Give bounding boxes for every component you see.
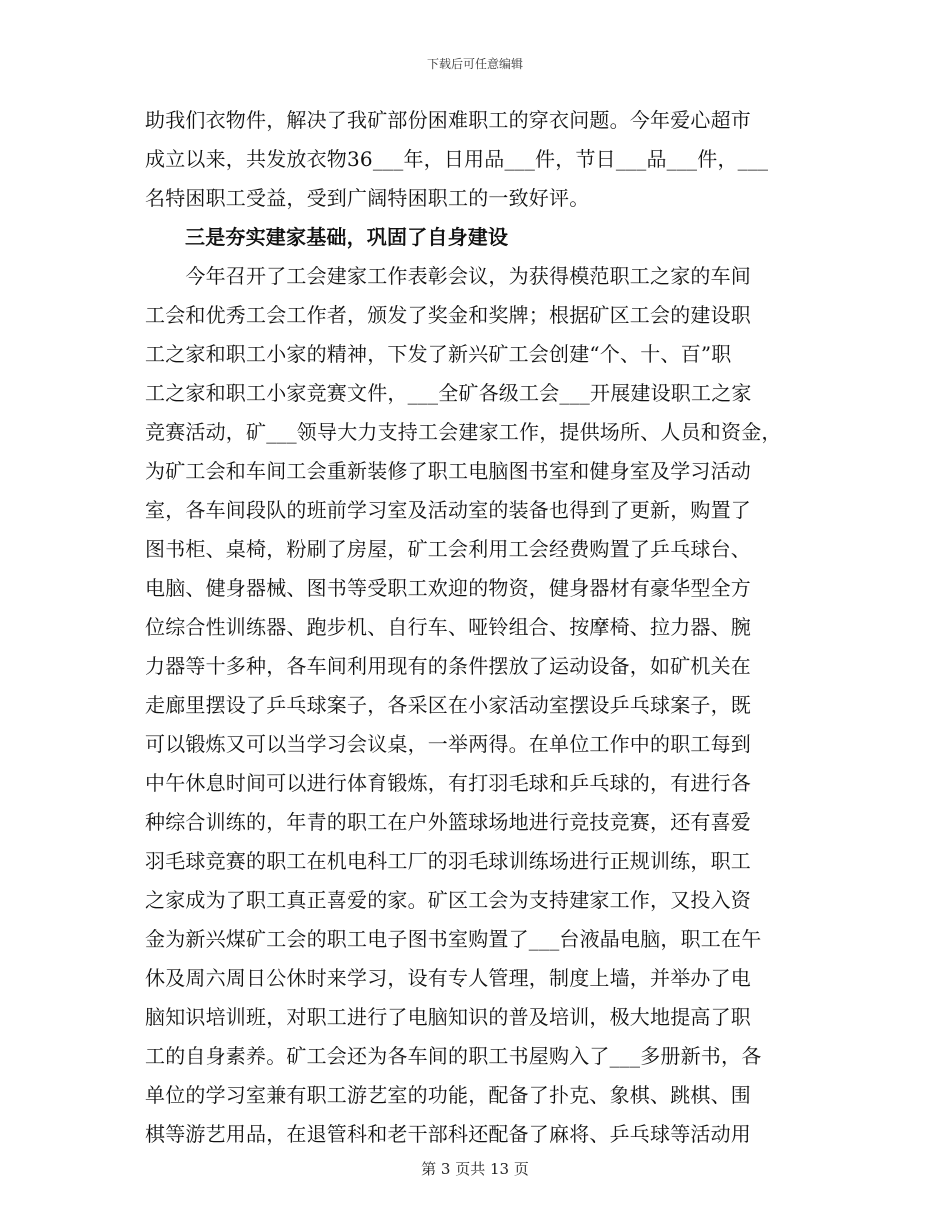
- section-heading: 三是夯实建家基础，巩固了自身建设: [185, 225, 509, 249]
- text-line: 竞赛活动，矿___领导大力支持工会建家工作，提供场所、人员和资金，: [145, 420, 782, 444]
- text-line: 可以锻炼又可以当学习会议桌，一举两得。在单位工作中的职工每到: [145, 732, 751, 756]
- text-line: 名特困职工受益，受到广阔特困职工的一致好评。: [145, 186, 590, 210]
- text-line: 休及周六周日公休时来学习，设有专人管理，制度上墙，并举办了电: [145, 966, 751, 990]
- text-line: 图书柜、桌椅，粉刷了房屋，矿工会利用工会经费购置了乒乓球台、: [145, 537, 751, 561]
- text-line: 室，各车间段队的班前学习室及活动室的装备也得到了更新，购置了: [145, 498, 751, 522]
- text-line: 今年召开了工会建家工作表彰会议，为获得模范职工之家的车间: [145, 264, 751, 288]
- text-line: 助我们衣物件，解决了我矿部份困难职工的穿衣问题。今年爱心超市: [145, 108, 751, 132]
- text-line: 棋等游艺用品，在退管科和老干部科还配备了麻将、乒乓球等活动用: [145, 1122, 751, 1146]
- text-line: 脑知识培训班，对职工进行了电脑知识的普及培训，极大地提高了职: [145, 1005, 751, 1029]
- page-number: 第 3 页共 13 页: [421, 1160, 529, 1178]
- text-line: 工会和优秀工会工作者，颁发了奖金和奖牌；根据矿区工会的建设职: [145, 303, 751, 327]
- text-line: 种综合训练的，年青的职工在户外篮球场地进行竞技竞赛，还有喜爱: [145, 810, 751, 834]
- text-line: 单位的学习室兼有职工游艺室的功能，配备了扑克、象棋、跳棋、围: [145, 1083, 751, 1107]
- text-line: 之家成为了职工真正喜爱的家。矿区工会为支持建家工作，又投入资: [145, 888, 751, 912]
- text-line: 工之家和职工小家的精神，下发了新兴矿工会创建“个、十、百”职: [145, 342, 732, 366]
- text-line: 位综合性训练器、跑步机、自行车、哑铃组合、按摩椅、拉力器、腕: [145, 615, 751, 639]
- text-line: 走廊里摆设了乒乓球案子，各采区在小家活动室摆设乒乓球案子，既: [145, 693, 751, 717]
- text-line: 工的自身素养。矿工会还为各车间的职工书屋购入了___多册新书，各: [145, 1044, 762, 1068]
- text-line: 工之家和职工小家竞赛文件，___全矿各级工会___开展建设职工之家: [145, 381, 752, 405]
- text-line: 中午休息时间可以进行体育锻炼，有打羽毛球和乒乓球的，有进行各: [145, 771, 751, 795]
- text-line: 力器等十多种，各车间利用现有的条件摆放了运动设备，如矿机关在: [145, 654, 751, 678]
- page-header: 下载后可任意编辑: [426, 57, 523, 71]
- text-line: 羽毛球竞赛的职工在机电科工厂的羽毛球训练场进行正规训练，职工: [145, 849, 751, 873]
- text-line: 电脑、健身器械、图书等受职工欢迎的物资，健身器材有豪华型全方: [145, 576, 751, 600]
- text-line: 成立以来，共发放衣物36___年，日用品___件，节日___品___件，___: [145, 147, 769, 171]
- document-body: [145, 101, 813, 1154]
- text-line: 为矿工会和车间工会重新装修了职工电脑图书室和健身室及学习活动: [145, 459, 751, 483]
- text-line: 金为新兴煤矿工会的职工电子图书室购置了___台液晶电脑，职工在午: [145, 927, 762, 951]
